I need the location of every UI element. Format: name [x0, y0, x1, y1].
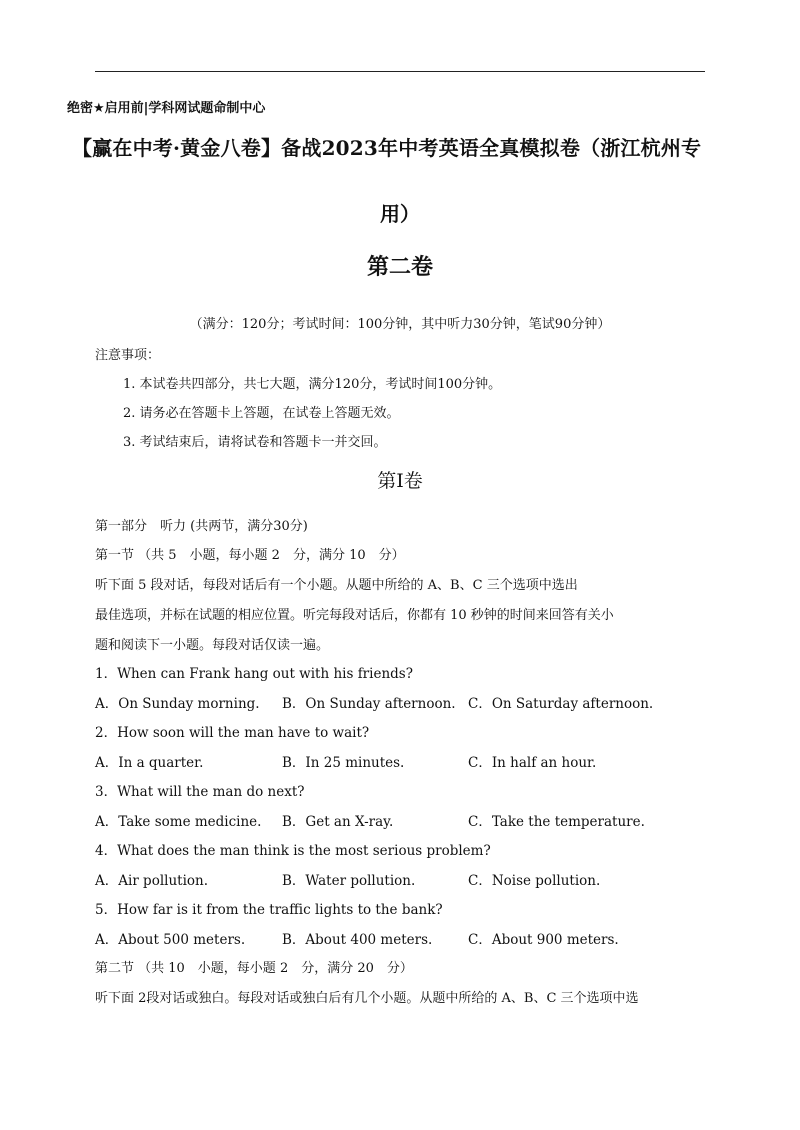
notes-item: 3. 考试结束后，请将试卷和答题卡一并交回。: [123, 435, 387, 450]
option-c: C．In half an hour.: [468, 755, 597, 771]
option-b: B．Water pollution.: [282, 873, 416, 889]
option-b: B．Get an X-ray.: [282, 814, 394, 830]
section1-instruction: 听下面 5 段对话，每段对话后有一个小题。从题中所给的 A、B、C 三个选项中选出: [95, 578, 578, 593]
volume-title: 第二卷: [366, 254, 433, 280]
option-c: C．Noise pollution.: [468, 873, 601, 889]
secret-header: 绝密★启用前|学科网试题命制中心: [67, 101, 266, 116]
question-2: 2．How soon will the man have to wait?: [95, 725, 370, 741]
page-title-line2: 用）: [380, 202, 420, 226]
option-c: C．About 900 meters.: [468, 932, 619, 948]
section1-heading: 第一节 （共 5 小题，每小题 2 分，满分 10 分）: [95, 548, 405, 563]
option-a: A．About 500 meters.: [95, 932, 246, 948]
option-b: B．In 25 minutes.: [282, 755, 405, 771]
section1-instruction: 题和阅读下一小题。每段对话仅读一遍。: [95, 638, 330, 653]
question-3: 3．What will the man do next?: [95, 784, 305, 800]
option-a: A．Air pollution.: [95, 873, 209, 889]
question-4: 4．What does the man think is the most serious problem?: [95, 843, 491, 859]
option-b: B．About 400 meters.: [282, 932, 433, 948]
option-c: C．On Saturday afternoon.: [468, 696, 654, 712]
exam-info: （满分：120分；考试时间：100分钟，其中听力30分钟，笔试90分钟）: [189, 317, 611, 332]
section2-heading: 第二节 （共 10 小题，每小题 2 分，满分 20 分）: [95, 961, 413, 976]
question-1: 1．When can Frank hang out with his friends?: [95, 666, 413, 682]
notes-item: 1. 本试卷共四部分，共七大题，满分120分，考试时间100分钟。: [123, 377, 502, 392]
part1-heading: 第一部分 听力 (共两节，满分30分): [95, 519, 308, 534]
header-rule: [95, 71, 705, 72]
section2-instruction: 听下面 2段对话或独白。每段对话或独白后有几个小题。从题中所给的 A、B、C 三个选项中选: [95, 991, 639, 1006]
option-b: B．On Sunday afternoon.: [282, 696, 456, 712]
option-c: C．Take the temperature.: [468, 814, 645, 830]
option-a: A．In a quarter.: [95, 755, 204, 771]
volume1-title: 第I卷: [377, 470, 423, 492]
section1-instruction: 最佳选项，并标在试题的相应位置。听完每段对话后，你都有 10 秒钟的时间来回答有关小: [95, 608, 614, 623]
notes-heading: 注意事项：: [95, 348, 161, 363]
notes-item: 2. 请务必在答题卡上答题，在试卷上答题无效。: [123, 406, 400, 421]
page-title-line1: 【赢在中考·黄金八卷】备战2023年中考英语全真模拟卷（浙江杭州专: [72, 136, 702, 160]
option-a: A．Take some medicine.: [95, 814, 262, 830]
option-a: A．On Sunday morning.: [95, 696, 260, 712]
question-5: 5．How far is it from the traffic lights to the bank?: [95, 902, 443, 918]
